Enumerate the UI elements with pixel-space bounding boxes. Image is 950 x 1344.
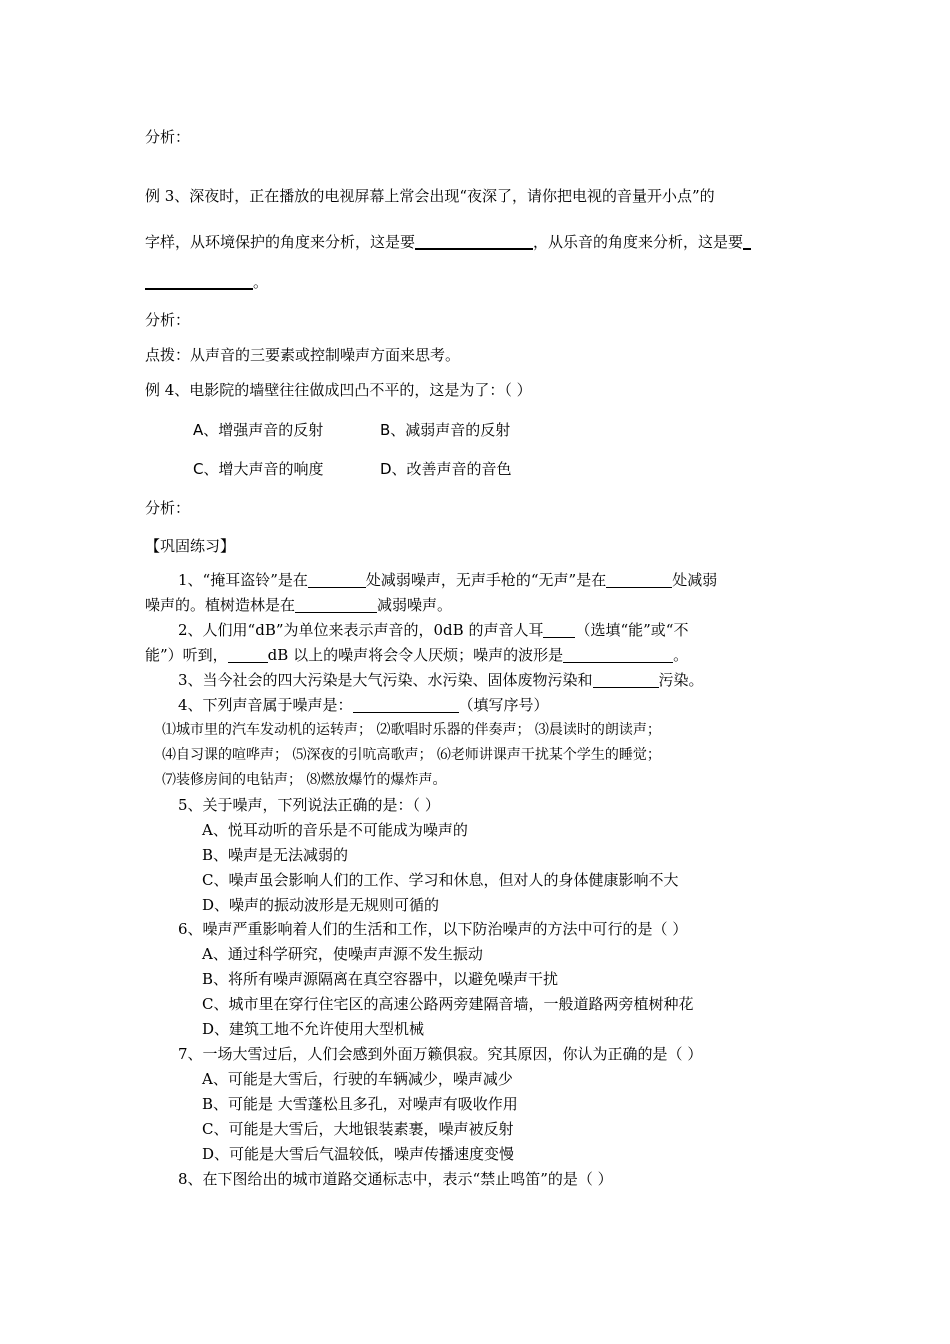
q1-text-d: 噪声的。植树造林是在: [145, 596, 296, 614]
q1-line2: [145, 595, 452, 615]
answer-blank[interactable]: [308, 571, 366, 588]
q2-text-c: 能”）听到，: [145, 646, 228, 664]
q6-stem: 6、噪声严重影响着人们的生活和工作，以下防治噪声的方法中可行的是（ ）: [178, 920, 688, 938]
answer-blank[interactable]: [593, 671, 659, 688]
q2-line2: [145, 645, 688, 665]
q8-stem: 8、在下图给出的城市道路交通标志中，表示“禁止鸣笛”的是（ ）: [178, 1170, 613, 1188]
q4-line: [178, 695, 549, 715]
q5-stem: 5、关于噪声，下列说法正确的是：（ ）: [178, 796, 440, 814]
analysis-label-3: 分析：: [145, 499, 191, 517]
example3-text-end: 。: [253, 273, 269, 291]
example3-line2: [145, 232, 751, 252]
q3-text-b: 污染。: [658, 671, 704, 689]
q2-text-e: 。: [673, 646, 689, 664]
answer-blank[interactable]: [543, 621, 575, 638]
section-title: 【巩固练习】: [145, 537, 236, 555]
q1-text-e: 减弱噪声。: [377, 596, 453, 614]
q3-line: [178, 670, 704, 690]
q4-text-b: （填写序号）: [458, 696, 549, 714]
q6-option-a: A、通过科学研究，使噪声声源不发生振动: [202, 945, 483, 963]
q7-option-c: C、可能是大雪后，大地银装素裹，噪声被反射: [202, 1120, 514, 1138]
q4-items-row2: ⑷自习课的喧哗声； ⑸深夜的引吭高歌声； ⑹老师讲课声干扰某个学生的睡觉；: [162, 747, 661, 763]
example4-question: 例 4、电影院的墙壁往往做成凹凸不平的，这是为了：（ ）: [145, 381, 532, 399]
q3-text-a: 3、当今社会的四大污染是大气污染、水污染、固体废物污染和: [178, 671, 593, 689]
example3-text-b: ，从乐音的角度来分析，这是要: [533, 233, 744, 251]
example4-option-c: C、增大声音的响度: [193, 460, 324, 478]
q7-option-b: B、可能是 大雪蓬松且多孔，对噪声有吸收作用: [202, 1095, 518, 1113]
q7-stem: 7、一场大雪过后，人们会感到外面万籁俱寂。究其原因，你认为正确的是（ ）: [178, 1045, 703, 1063]
q1-text-b: 处减弱噪声，无声手枪的“无声”是在: [365, 571, 607, 589]
analysis-label-2: 分析：: [145, 311, 191, 329]
q2-text-d: dB 以上的噪声将会令人厌烦；噪声的波形是: [267, 646, 564, 664]
example4-option-b: B、减弱声音的反射: [380, 421, 511, 439]
q6-option-d: D、建筑工地不允许使用大型机械: [202, 1020, 425, 1038]
q5-option-c: C、噪声虽会影响人们的工作、学习和休息，但对人的身体健康影响不大: [202, 871, 679, 889]
answer-blank[interactable]: [353, 696, 459, 713]
q4-items-row1: ⑴城市里的汽车发动机的运转声； ⑵歌唱时乐器的伴奏声； ⑶晨读时的朗读声；: [162, 722, 661, 738]
example3-text-a: 字样，从环境保护的角度来分析，这是要: [145, 233, 416, 251]
q5-option-a: A、悦耳动听的音乐是不可能成为噪声的: [202, 821, 468, 839]
answer-blank[interactable]: [415, 232, 533, 250]
analysis-label-1: 分析：: [145, 128, 191, 146]
answer-blank[interactable]: [145, 272, 253, 290]
example3-line3: [145, 272, 268, 292]
q6-option-b: B、将所有噪声源隔离在真空容器中，以避免噪声干扰: [202, 970, 559, 988]
q7-option-d: D、可能是大雪后气温较低，噪声传播速度变慢: [202, 1145, 515, 1163]
q4-items-row3: ⑺装修房间的电钻声； ⑻燃放爆竹的爆炸声。: [162, 772, 447, 788]
q7-option-a: A、可能是大雪后，行驶的车辆减少，噪声减少: [202, 1070, 513, 1088]
q1-line1: [178, 570, 717, 590]
q2-text-a: 2、人们用“dB”为单位来表示声音的，0dB 的声音人耳: [178, 621, 544, 639]
q1-text-a: 1、“掩耳盗铃”是在: [178, 571, 308, 589]
answer-blank[interactable]: [563, 646, 673, 663]
q4-text-a: 4、下列声音属于噪声是：: [178, 696, 353, 714]
answer-blank[interactable]: [228, 646, 268, 663]
answer-blank[interactable]: [606, 571, 672, 588]
q5-option-d: D、噪声的振动波形是无规则可循的: [202, 896, 440, 914]
example4-option-d: D、改善声音的音色: [380, 460, 512, 478]
q1-text-c: 处减弱: [672, 571, 718, 589]
example3-line1: 例 3、深夜时，正在播放的电视屏幕上常会出现“夜深了，请你把电视的音量开小点”的: [145, 187, 715, 205]
example4-option-a: A、增强声音的反射: [193, 421, 324, 439]
q5-option-b: B、噪声是无法减弱的: [202, 846, 349, 864]
q2-line1: [178, 620, 688, 640]
answer-blank[interactable]: [295, 596, 377, 613]
q6-option-c: C、城市里在穿行住宅区的高速公路两旁建隔音墙，一般道路两旁植树种花: [202, 995, 694, 1013]
answer-blank[interactable]: [743, 232, 751, 250]
q2-text-b: （选填“能”或“不: [575, 621, 689, 639]
hint-text: 点拨：从声音的三要素或控制噪声方面来思考。: [145, 346, 461, 364]
